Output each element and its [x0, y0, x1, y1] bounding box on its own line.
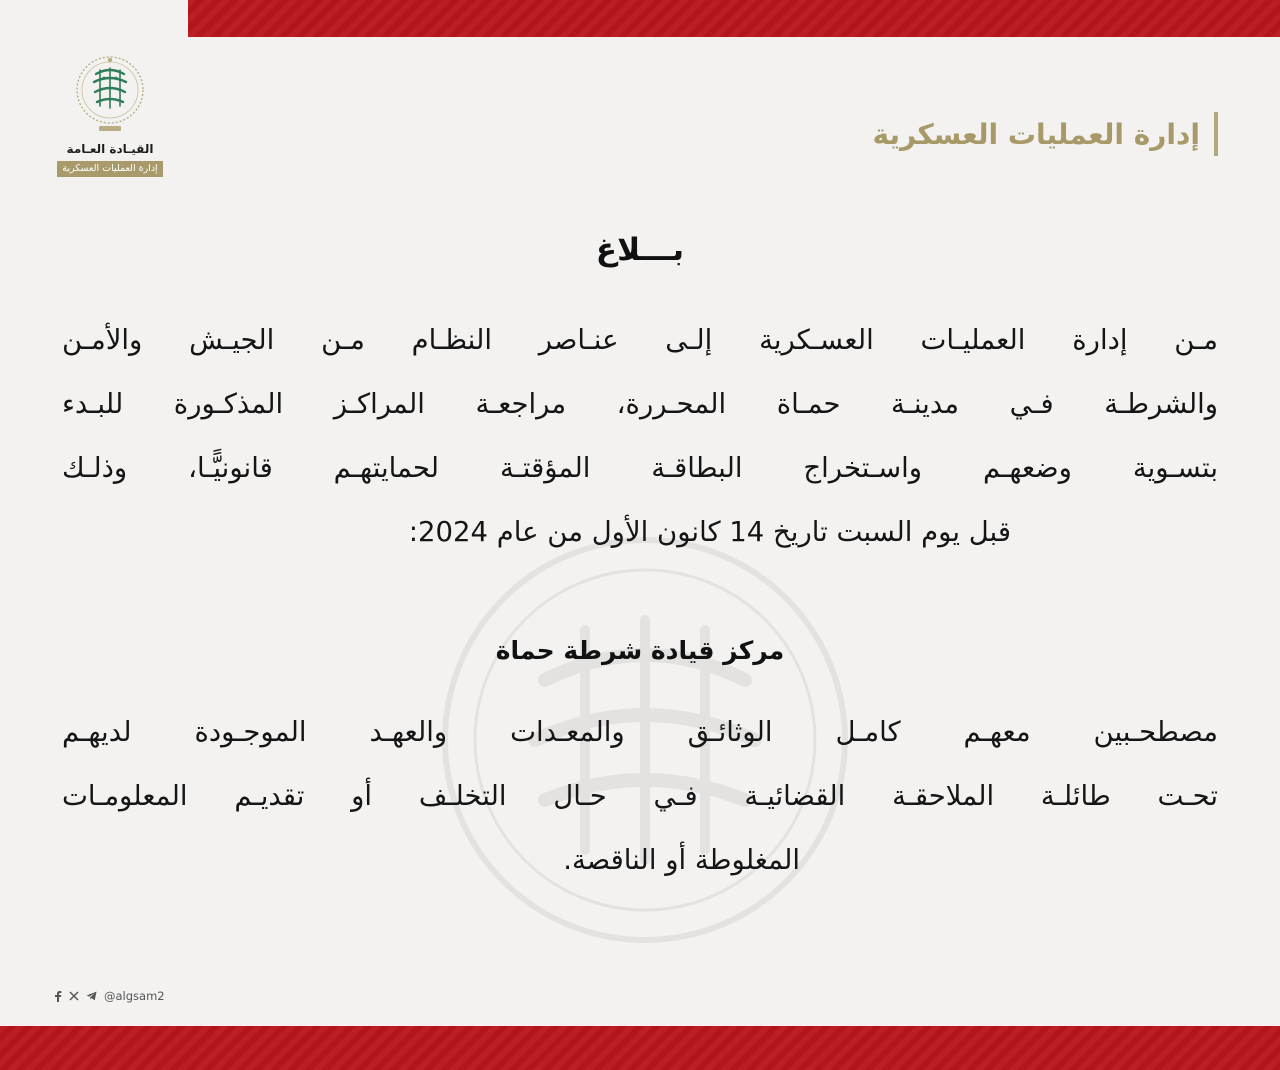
top-red-band: [188, 0, 1280, 37]
telegram-icon: [86, 991, 97, 1001]
logo: [52, 52, 168, 177]
header-accent-rule: [1214, 112, 1218, 156]
paragraph-line: تحـت طائلـة الملاحقـة القضائيـة فـي حـال التخلـف أو تقديـم المعلومـات: [62, 780, 1218, 812]
facebook-icon: [54, 991, 62, 1002]
notice-paragraph-1: [62, 308, 1218, 564]
social-footer: [54, 989, 165, 1003]
paragraph-line: مـن إدارة العمليـات العسـكرية إلـى عنـاصر النظـام مـن الجيـش والأمـن: [62, 324, 1218, 356]
notice-paragraph-2: [62, 700, 1218, 892]
x-icon: [69, 991, 79, 1001]
logo-name: القيـادة العـامة: [66, 142, 154, 156]
paragraph-line: مصطحـبين معهـم كامـل الوثائـق والمعـدات والعهـد الموجـودة لديهـم: [62, 716, 1218, 748]
notice-title: بـــلاغ: [595, 232, 685, 268]
paragraph-line: قبل يوم السبت تاريخ 14 كانون الأول من عام 2024:: [408, 516, 1011, 548]
logo-subtitle: إدارة العمليات العسكرية: [57, 161, 162, 177]
header: [872, 112, 1218, 156]
general-command-emblem: [70, 52, 150, 136]
paragraph-line: المغلوطة أو الناقصة.: [563, 844, 800, 876]
police-center-name: مركز قيادة شرطة حماة: [495, 636, 785, 665]
header-title: إدارة العمليات العسكرية: [872, 117, 1200, 151]
bottom-red-band: [0, 1026, 1280, 1070]
paragraph-line: بتسـوية وضعهـم واسـتخراج البطاقـة المؤقتـة لحمايتهـم قانونيًّـا، وذلـك: [62, 452, 1218, 484]
social-handle: @algsam2: [104, 989, 165, 1003]
paragraph-line: والشرطـة فـي مدينـة حمـاة المحـررة، مراجعـة المراكـز المذكـورة للبـدء: [62, 388, 1218, 420]
